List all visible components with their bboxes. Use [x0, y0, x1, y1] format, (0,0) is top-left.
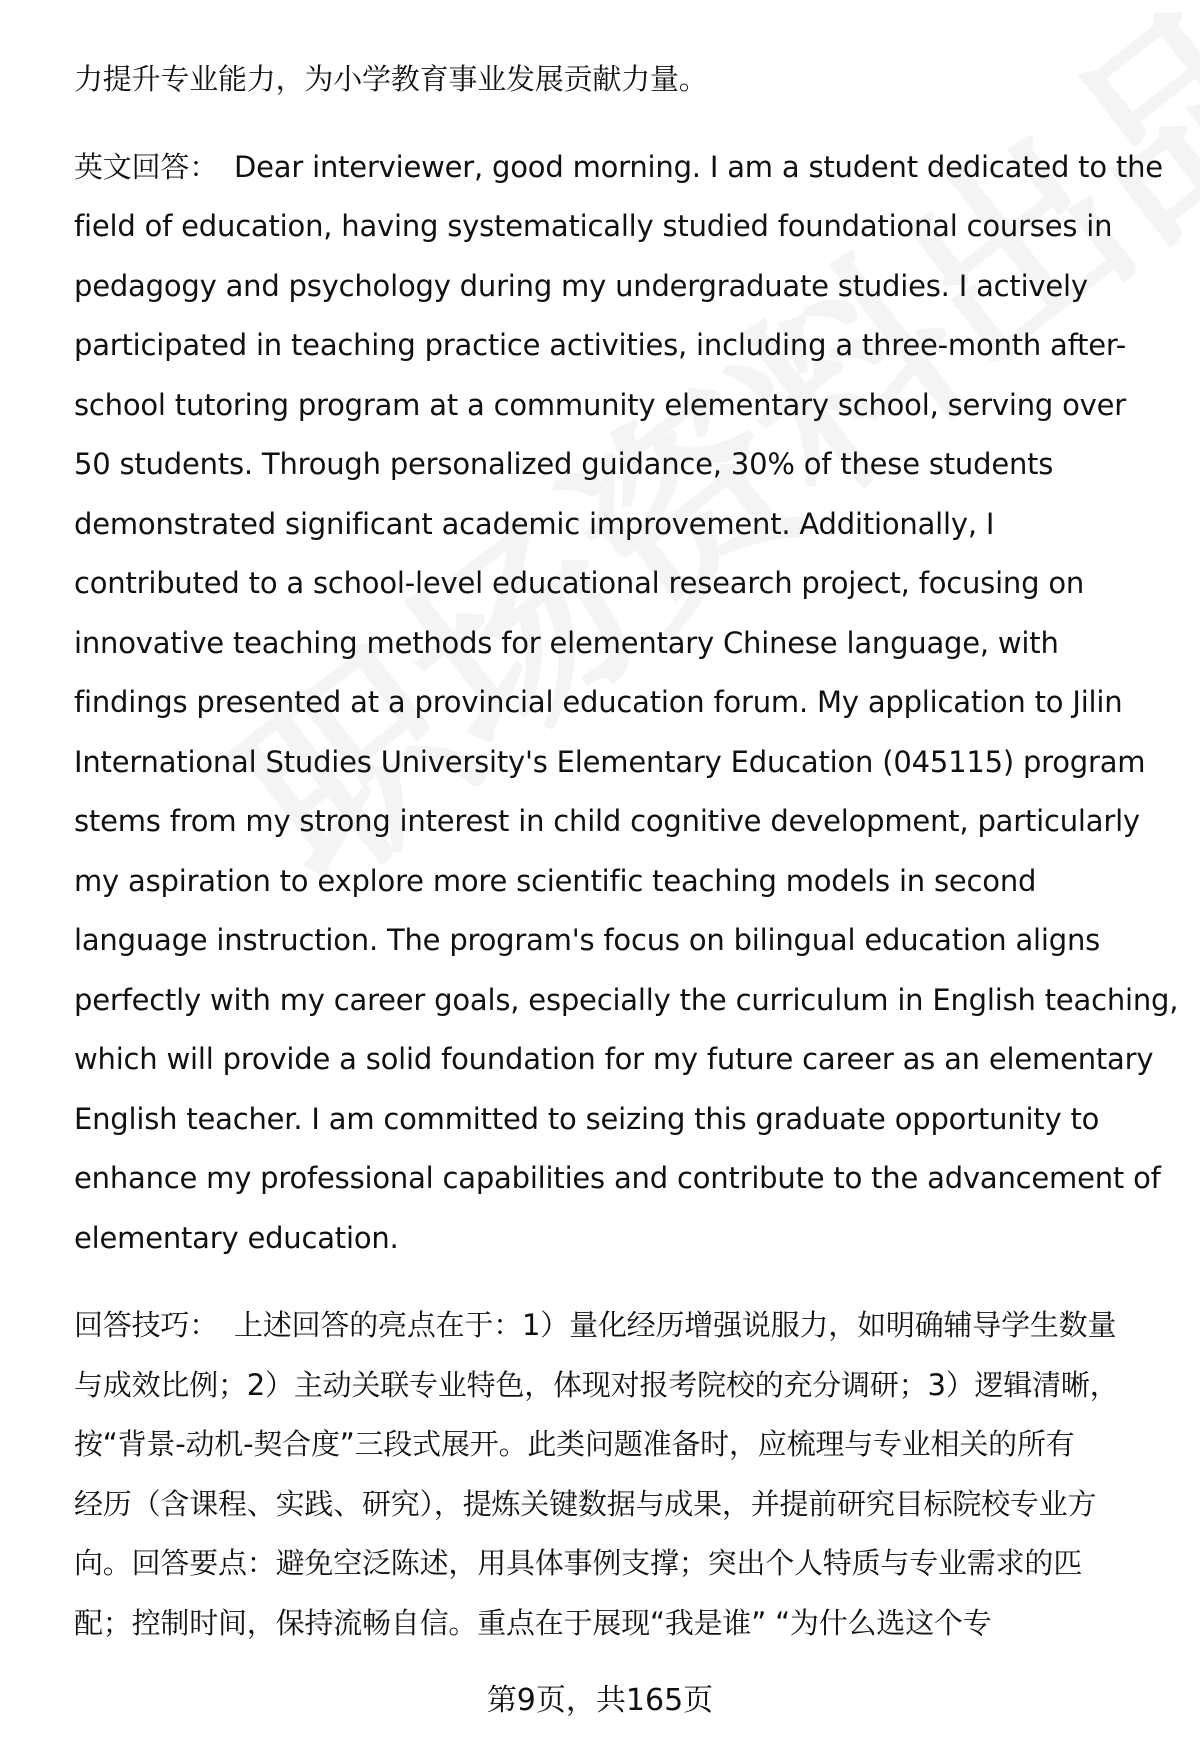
text-line [74, 138, 1163, 198]
continuation-paragraph [74, 50, 1160, 110]
text-line [74, 1296, 1160, 1356]
text-line-content: Dear interviewer, good morning. I am a student dedicated to the [234, 149, 1163, 184]
text-line: 经历（含课程、实践、研究），提炼关键数据与成果，并提前研究目标院校专业方 [74, 1486, 1097, 1521]
page-number: 第9页，共165页 [486, 1683, 714, 1718]
text-line: contributed to a school-level educational research project, focusing on [74, 566, 1085, 600]
text-line-content: 上述回答的亮点在于：1）量化经历增强说服力，如明确辅导学生数量 [234, 1308, 1117, 1342]
text-line: demonstrated significant academic improvement. Additionally, I [74, 506, 995, 541]
text-line: English teacher. I am committed to seizing this graduate opportunity to [74, 1101, 1100, 1136]
text-line: innovative teaching methods for elementary Chinese language, with [74, 625, 1059, 660]
text-line: 配；控制时间，保持流畅自信。重点在于展现“我是谁” “为什么选这个专 [74, 1605, 992, 1640]
text-line: perfectly with my career goals, especially the curriculum in English teaching, [74, 982, 1179, 1017]
text-line: elementary education. [74, 1220, 399, 1255]
text-line: International Studies University's Elementary Education (045115) program [74, 744, 1146, 779]
text-line: pedagogy and psychology during my undergraduate studies. I actively [74, 268, 1088, 303]
text-line: school tutoring program at a community elementary school, serving over [74, 387, 1126, 422]
text-line: stems from my strong interest in child cognitive development, particularly [74, 804, 1140, 838]
text-line: 按“背景-动机-契合度”三段式展开。此类问题准备时，应梳理与专业相关的所有 [74, 1427, 1075, 1461]
text-line: enhance my professional capabilities and contribute to the advancement of [74, 1161, 1161, 1195]
tips-paragraph [74, 1296, 1160, 1653]
text-line: 向。回答要点：避免空泛陈述，用具体事例支撑；突出个人特质与专业需求的匹 [74, 1546, 1083, 1580]
tips-label: 回答技巧： [74, 1308, 219, 1342]
text-line: field of education, having systematically studied foundational courses in [74, 209, 1113, 243]
text-line: participated in teaching practice activities, including a three-month after- [74, 328, 1127, 362]
document-page [74, 50, 1179, 1681]
english-answer-label: 英文回答： [74, 149, 219, 184]
text-line: 与成效比例；2）主动关联专业特色，体现对报考院校的充分调研；3）逻辑清晰， [74, 1367, 1119, 1402]
text-line: my aspiration to explore more scientific teaching models in second [74, 863, 1037, 898]
text-line: 力提升专业能力，为小学教育事业发展贡献力量。 [74, 62, 708, 96]
text-line: findings presented at a provincial education forum. My application to Jilin [74, 685, 1123, 719]
english-answer-paragraph [74, 138, 1179, 1269]
text-line: which will provide a solid foundation for my future career as an elementary [74, 1042, 1154, 1076]
text-line: language instruction. The program's focus on bilingual education aligns [74, 923, 1101, 957]
text-line: 50 students. Through personalized guidance, 30% of these students [74, 447, 1054, 481]
